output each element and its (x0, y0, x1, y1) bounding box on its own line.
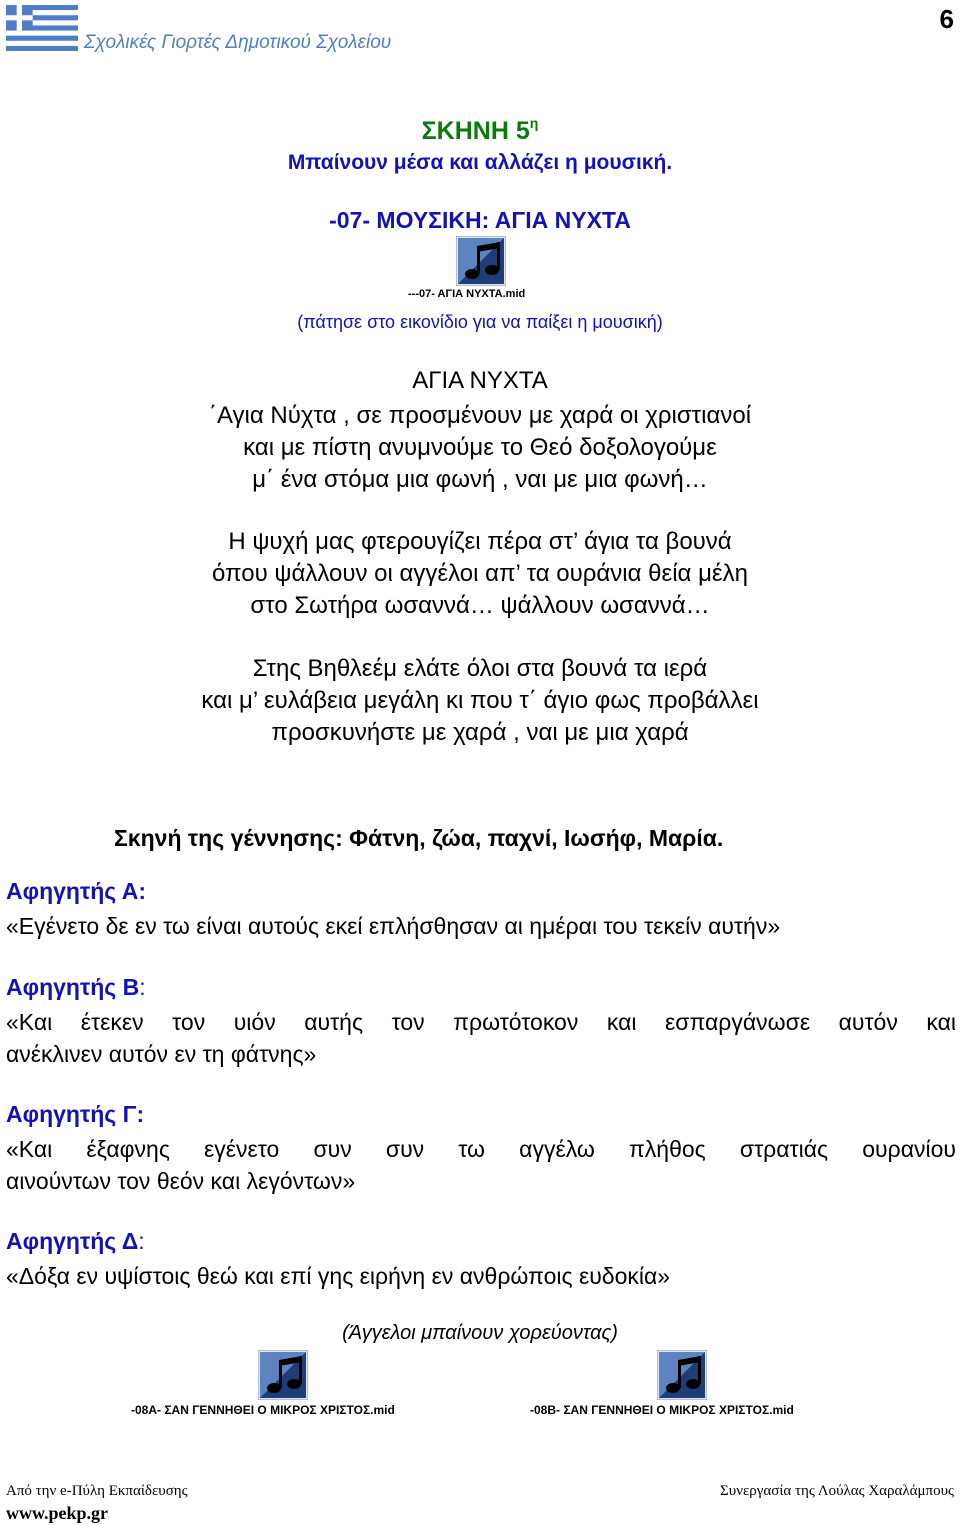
music-note-icon[interactable] (657, 1350, 707, 1400)
narrator-b-label: Αφηγητής Β: (6, 974, 146, 1000)
lyric-line: μ΄ ένα στόμα μια φωνή , ναι με μια φωνή… (252, 466, 708, 493)
footer-credit: Συνεργασία της Λούλας Χαραλάμπους (720, 1483, 954, 1499)
lyric-line: Στης Βηθλεέμ ελάτε όλοι στα βουνά τα ιερά (252, 655, 708, 682)
footer-source: Από την e-Πύλη Εκπαίδευσης (6, 1483, 188, 1499)
narrator-b-quote-cont: ανέκλινεν αυτόν εν τη φάτνης» (6, 1041, 317, 1067)
midi-file-label-08b[interactable]: -08Β- ΣΑΝ ΓΕΝΝΗΘΕΙ Ο ΜΙΚΡΟΣ ΧΡΙΣΤΟΣ.mid (530, 1403, 794, 1417)
scene-subtitle: Μπαίνουν μέσα και αλλάζει η μουσική. (287, 151, 673, 174)
lyrics-title: ΑΓΙΑ ΝΥΧΤΑ (412, 367, 548, 394)
lyric-line: και μ’ ευλάβεια μεγάλη κι που τ΄ άγιο φως προβάλλει (201, 687, 759, 714)
music-note-icon[interactable] (258, 1350, 308, 1400)
play-hint: (πάτησε στο εικονίδιο για να παίξει η μουσική) (297, 312, 663, 332)
narrator-c-label: Αφηγητής Γ: (6, 1101, 145, 1127)
lyric-line: και με πίστη ανυμνούμε το Θεό δοξολογούμε (243, 434, 717, 461)
lyric-line: όπου ψάλλουν οι αγγέλοι απ’ τα ουράνια θεία μέλη (212, 560, 748, 587)
narrator-a-label: Αφηγητής Α: (6, 878, 147, 904)
lyric-line: στο Σωτήρα ωσαννά… ψάλλουν ωσαννά… (250, 592, 710, 619)
music-heading: -07- ΜΟΥΣΙΚΗ: ΑΓΙΑ ΝΥΧΤΑ (329, 207, 631, 233)
lyric-line: ΄Αγια Νύχτα , σε προσμένουν με χαρά οι χριστιανοί (208, 402, 752, 429)
footer-url[interactable]: www.pekp.gr (6, 1503, 109, 1523)
stage-direction: (Άγγελοι μπαίνουν χορεύοντας) (342, 1322, 618, 1344)
narrator-d-quote: «Δόξα εν υψίστοις θεώ και επί γης ειρήνη εν ανθρώποις ευδοκία» (6, 1263, 671, 1289)
midi-file-label-08a[interactable]: -08Α- ΣΑΝ ΓΕΝΝΗΘΕΙ Ο ΜΙΚΡΟΣ ΧΡΙΣΤΟΣ.mid (131, 1403, 395, 1417)
narrator-b-quote: «Και έτεκεν τον υιόν αυτής τον πρωτότοκον και εσπαργάνωσε αυτόν και (6, 1009, 956, 1035)
scene-title: ΣΚΗΝΗ $5^\eta$ (421, 115, 539, 145)
lyric-line: προσκυνήστε με χαρά , ναι με μια χαρά (271, 719, 689, 746)
midi-file-label[interactable]: ---07- ΑΓΙΑ ΝΥΧΤΑ.mid (408, 288, 526, 300)
nativity-heading: Σκηνή της γέννησης: Φάτνη, ζώα, παχνί, Ιωσήφ, Μαρία. (114, 825, 724, 851)
narrator-c-quote: «Και έξαφνης εγένετο συν συν τω αγγέλω πλήθος στρατιάς ουρανίου (6, 1136, 956, 1162)
narrator-c-quote-cont: αινούντων τον θεόν και λεγόντων» (6, 1168, 356, 1194)
page-number: 6 (939, 4, 954, 34)
greek-flag-icon (6, 5, 78, 51)
music-note-icon[interactable] (456, 236, 506, 286)
narrator-a-quote: «Εγένετο δε εν τω είναι αυτούς εκεί επλήσθησαν αι ημέραι του τεκείν αυτήν» (6, 913, 781, 939)
lyric-line: Η ψυχή μας φτερουγίζει πέρα στ’ άγια τα βουνά (228, 528, 732, 555)
narrator-d-label: Αφηγητής Δ: (6, 1228, 145, 1254)
document-header-title: Σχολικές Γιορτές Δημοτικού Σχολείου (84, 32, 392, 53)
